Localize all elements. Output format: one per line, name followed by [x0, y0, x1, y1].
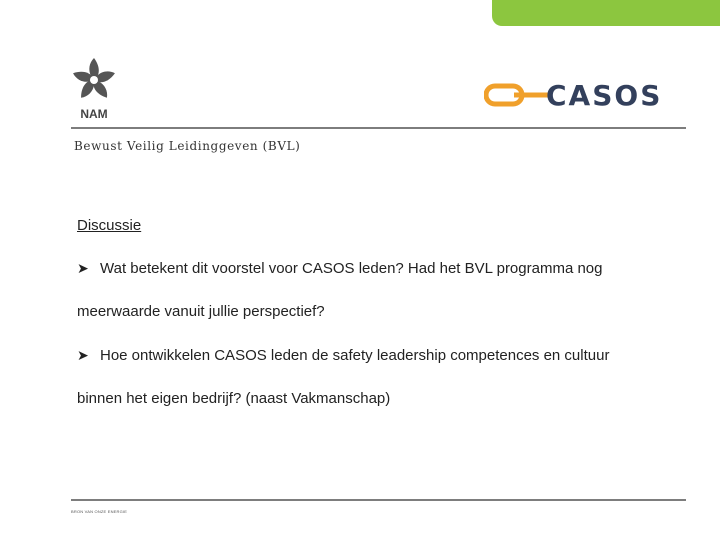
casos-logo-mark	[484, 80, 689, 110]
bullet-2-line-1: Hoe ontwikkelen CASOS leden de safety leadership competences en cultuur	[100, 347, 610, 364]
bullet-1	[77, 260, 603, 277]
bullet-2-line-2: binnen het eigen bedrijf? (naast Vakmanschap)	[77, 390, 391, 407]
bullet-2	[77, 347, 609, 364]
arrow-bullet-icon: ➤	[77, 347, 89, 363]
accent-tab	[492, 0, 720, 26]
nam-shell-icon	[64, 56, 124, 106]
nam-logo-label: NAM	[80, 107, 108, 121]
bullet-1-line-1: Wat betekent dit voorstel voor CASOS leden? Had het BVL programma nog	[100, 260, 603, 277]
footer-tagline: BRON VAN ONZE ENERGIE	[71, 509, 128, 514]
casos-logo	[484, 80, 689, 110]
slide-subtitle: Bewust Veilig Leidinggeven (BVL)	[74, 139, 301, 153]
footer-divider	[71, 499, 686, 501]
header-divider	[71, 127, 686, 129]
discussion-heading: Discussie	[77, 217, 142, 234]
arrow-bullet-icon: ➤	[77, 260, 89, 276]
casos-logo-text: CASOS	[546, 80, 663, 110]
bullet-1-line-2: meerwaarde vanuit jullie perspectief?	[77, 303, 325, 320]
